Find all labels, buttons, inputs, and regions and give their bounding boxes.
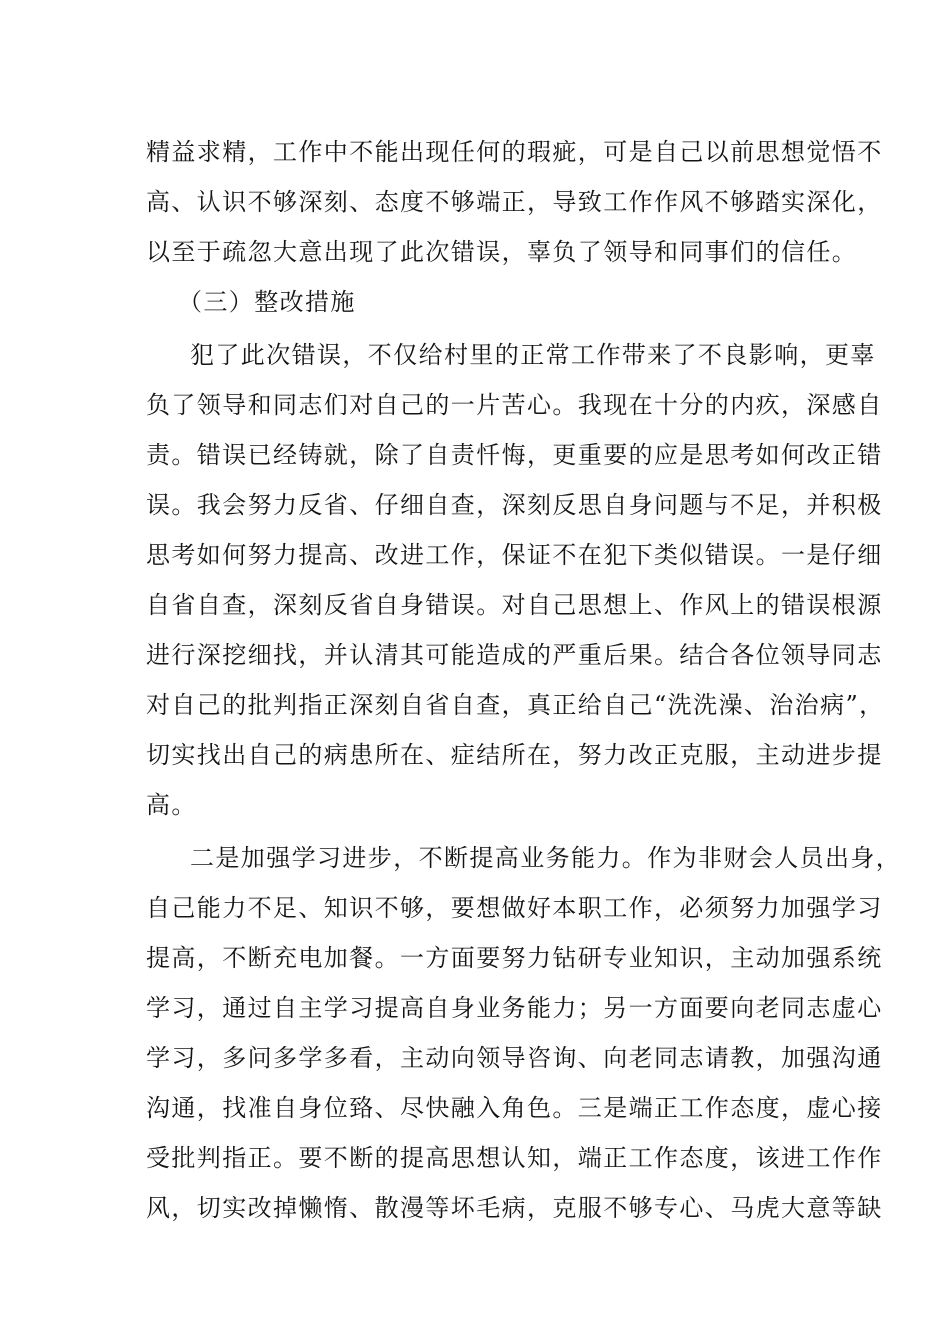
paragraph-line: 受批判指正。要不断的提高思想认知，端正工作态度，该进工作作 (146, 1144, 883, 1172)
paragraph-line: 高。 (146, 791, 197, 819)
paragraph-line: 进行深挖细找，并认清其可能造成的严重后果。结合各位领导同志 (146, 641, 883, 669)
paragraph-line: 风，切实改掉懒惰、散漫等坏毛病，克服不够专心、马虎大意等缺 (146, 1194, 883, 1222)
paragraph-line: 自省自查，深刻反省自身错误。对自己思想上、作风上的错误根源 (146, 591, 883, 619)
paragraph-line: 思考如何努力提高、改进工作，保证不在犯下类似错误。一是仔细 (146, 541, 883, 569)
paragraph-line: 高、认识不够深刻、态度不够端正，导致工作作风不够踏实深化， (146, 188, 883, 216)
paragraph-line: 学习，通过自主学习提高自身业务能力；另一方面要向老同志虚心 (146, 994, 883, 1022)
paragraph-line: 对自己的批判指正深刻自省自查，真正给自己“洗洗澡、治治病”， (146, 691, 885, 719)
paragraph-line: 责。错误已经铸就，除了自责忏悔，更重要的应是思考如何改正错 (146, 441, 883, 469)
paragraph-line: 切实找出自己的病患所在、症结所在，努力改正克服，主动进步提 (146, 741, 883, 769)
paragraph-line: 误。我会努力反省、仔细自查，深刻反思自身问题与不足，并积极 (146, 491, 883, 519)
paragraph-line: 以至于疏忽大意出现了此次错误，辜负了领导和同事们的信任。 (146, 238, 858, 266)
paragraph-line: 提高，不断充电加餐。一方面要努力钻研专业知识，主动加强系统 (146, 944, 883, 972)
paragraph-line: 精益求精，工作中不能出现任何的瑕疵，可是自己以前思想觉悟不 (146, 138, 883, 166)
paragraph-line: 负了领导和同志们对自己的一片苦心。我现在十分的内疚，深感自 (146, 391, 883, 419)
paragraph-line: 沟通，找准自身位臵、尽快融入角色。三是端正工作态度，虚心接 (146, 1094, 883, 1122)
paragraph-line: 自己能力不足、知识不够，要想做好本职工作，必须努力加强学习 (146, 894, 883, 922)
paragraph-line: 二是加强学习进步，不断提高业务能力。作为非财会人员出身， (190, 844, 902, 872)
paragraph-line: 犯了此次错误，不仅给村里的正常工作带来了不良影响，更辜 (190, 341, 876, 369)
paragraph-line: 学习，多问多学多看，主动向领导咨询、向老同志请教，加强沟通 (146, 1044, 883, 1072)
section-heading: （三）整改措施 (178, 288, 356, 316)
